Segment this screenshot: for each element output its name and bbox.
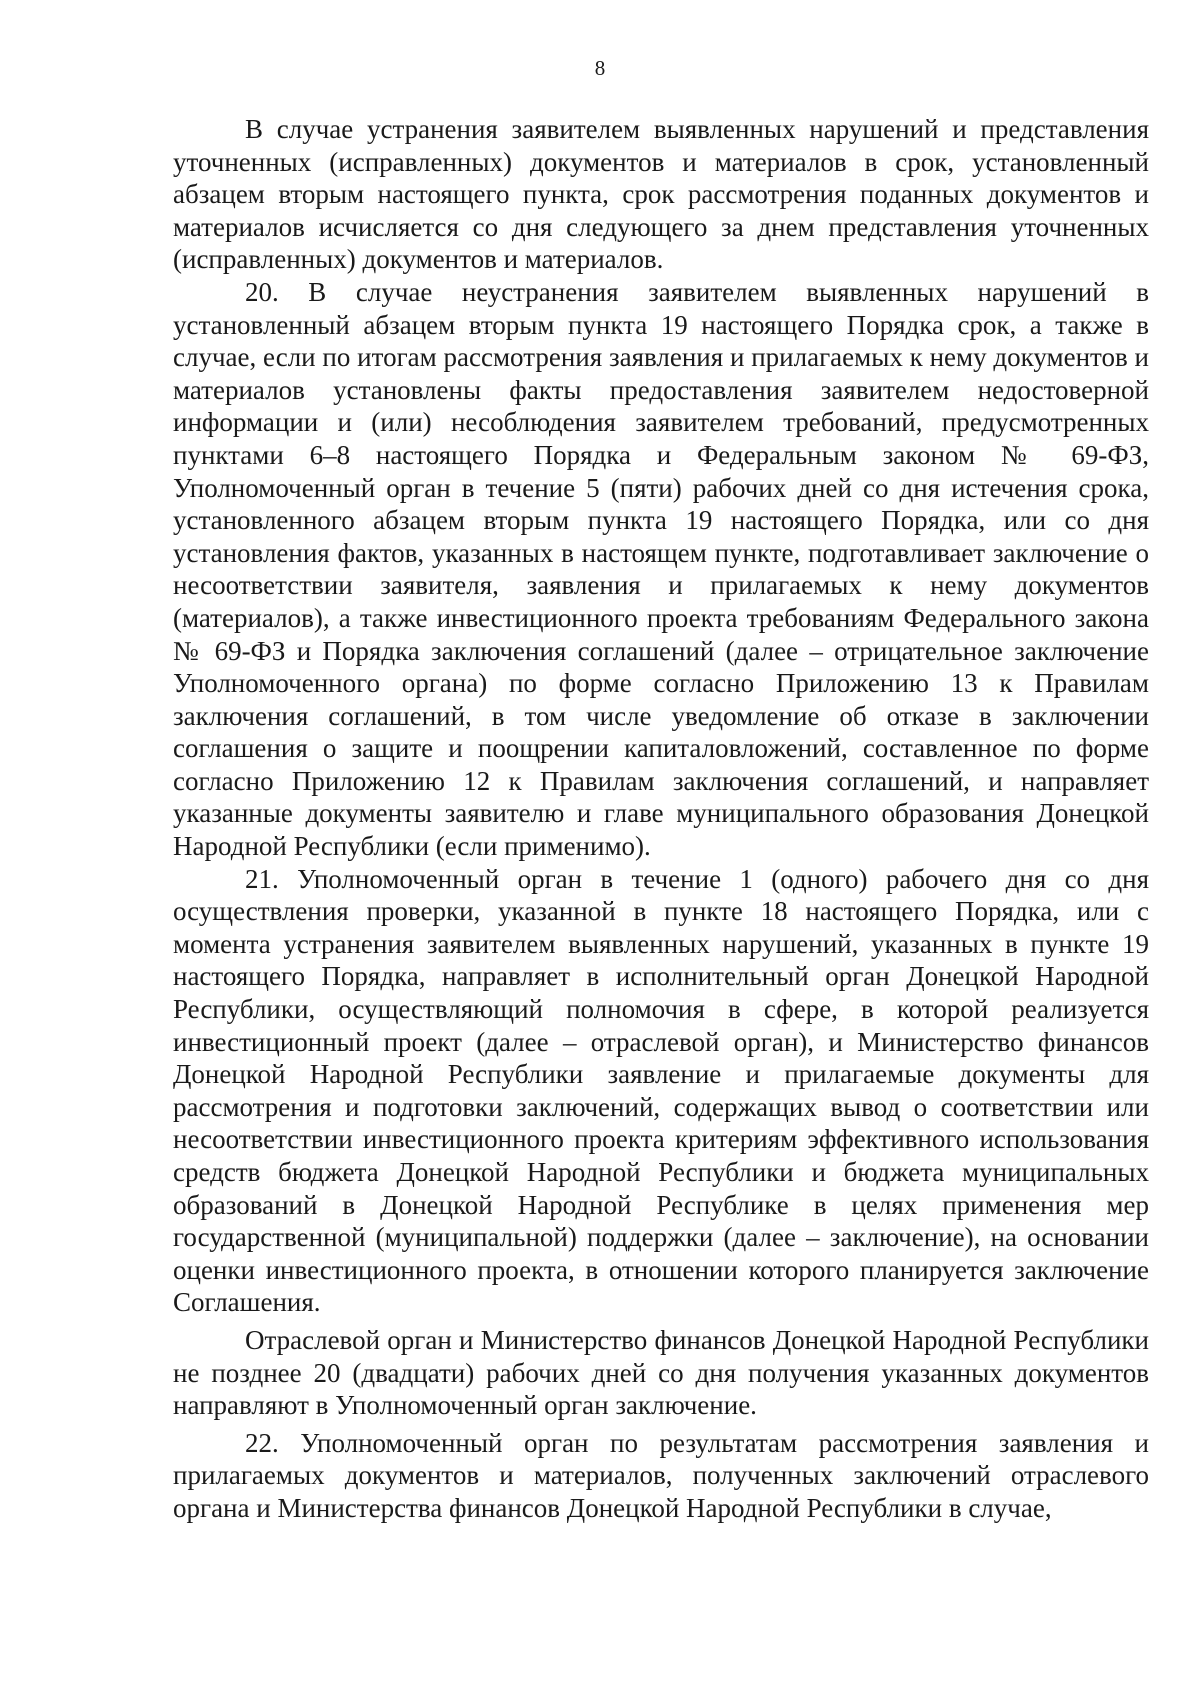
paragraph-item-22: 22. Уполномоченный орган по результатам рассмотрения заявления и прилагаемых документов и материалов, полученных заключений отраслевого органа и Министерства финансов Донецкой Народной Республики в случае, [173, 1427, 1149, 1523]
paragraph-remedy-deadline: В случае устранения заявителем выявленных нарушений и представления уточненных (исправленных) документов и материалов в срок, установленный абзацем вторым настоящего пункта, срок рассмотрения поданных документов и материалов исчисляется со дня следующего за днем представления уточненных (исправленных) документов и материалов. [173, 114, 1149, 275]
document-body [173, 113, 1149, 1525]
paragraph-item-21: 21. Уполномоченный орган в течение 1 (одного) рабочего дня со дня осуществления проверки, указанной в пункте 18 настоящего Порядка, или с момента устранения заявителем выявленных нарушений, указанных в пункте 19 настоящего Порядка, направляет в исполнительный орган Донецкой Народной Республики, осуществляющий полномочия в сфере, в которой реализуется инвестиционный проект (далее – отраслевой орган), и Министерство финансов Донецкой Народной Республики заявление и прилагаемые документы для рассмотрения и подготовки заключений, содержащих вывод о соответствии или несоответствии инвестиционного проекта критериям эффективного использования средств бюджета Донецкой Народной Республики и бюджета муниципальных образований в Донецкой Народной Республике в целях применения мер государственной (муниципальной) поддержки (далее – заключение), на основании оценки инвестиционного проекта, в отношении которого планируется заключение Соглашения. [173, 863, 1149, 1318]
paragraph-item-20: 20. В случае неустранения заявителем выявленных нарушений в установленный абзацем вторым пункта 19 настоящего Порядка срок, а также в случае, если по итогам рассмотрения заявления и прилагаемых к нему документов и материалов установлены факты предоставления заявителем недостоверной информации и (или) несоблюдения заявителем требований, предусмотренных пунктами 6–8 настоящего Порядка и Федеральным законом № 69-ФЗ, Уполномоченный орган в течение 5 (пяти) рабочих дней со дня истечения срока, установленного абзацем вторым пункта 19 настоящего Порядка, или со дня установления фактов, указанных в настоящем пункте, подготавливает заключение о несоответствии заявителя, заявления и прилагаемых к нему документов (материалов), а также инвестиционного проекта требованиям Федерального закона № 69-ФЗ и Порядка заключения соглашений (далее – отрицательное заключение Уполномоченного органа) по форме согласно Приложению 13 к Правилам заключения соглашений, в том числе уведомление об отказе в заключении соглашения о защите и поощрении капиталовложений, составленное по форме согласно Приложению 12 к Правилам заключения соглашений, и направляет указанные документы заявителю и главе муниципального образования Донецкой Народной Республики (если применимо). [173, 276, 1149, 862]
page-number: 8 [594, 56, 606, 80]
paragraph-sectoral-body-deadline: Отраслевой орган и Министерство финансов Донецкой Народной Республики не позднее 20 (двадцати) рабочих дней со дня получения указанных документов направляют в Уполномоченный орган заключение. [173, 1324, 1149, 1421]
